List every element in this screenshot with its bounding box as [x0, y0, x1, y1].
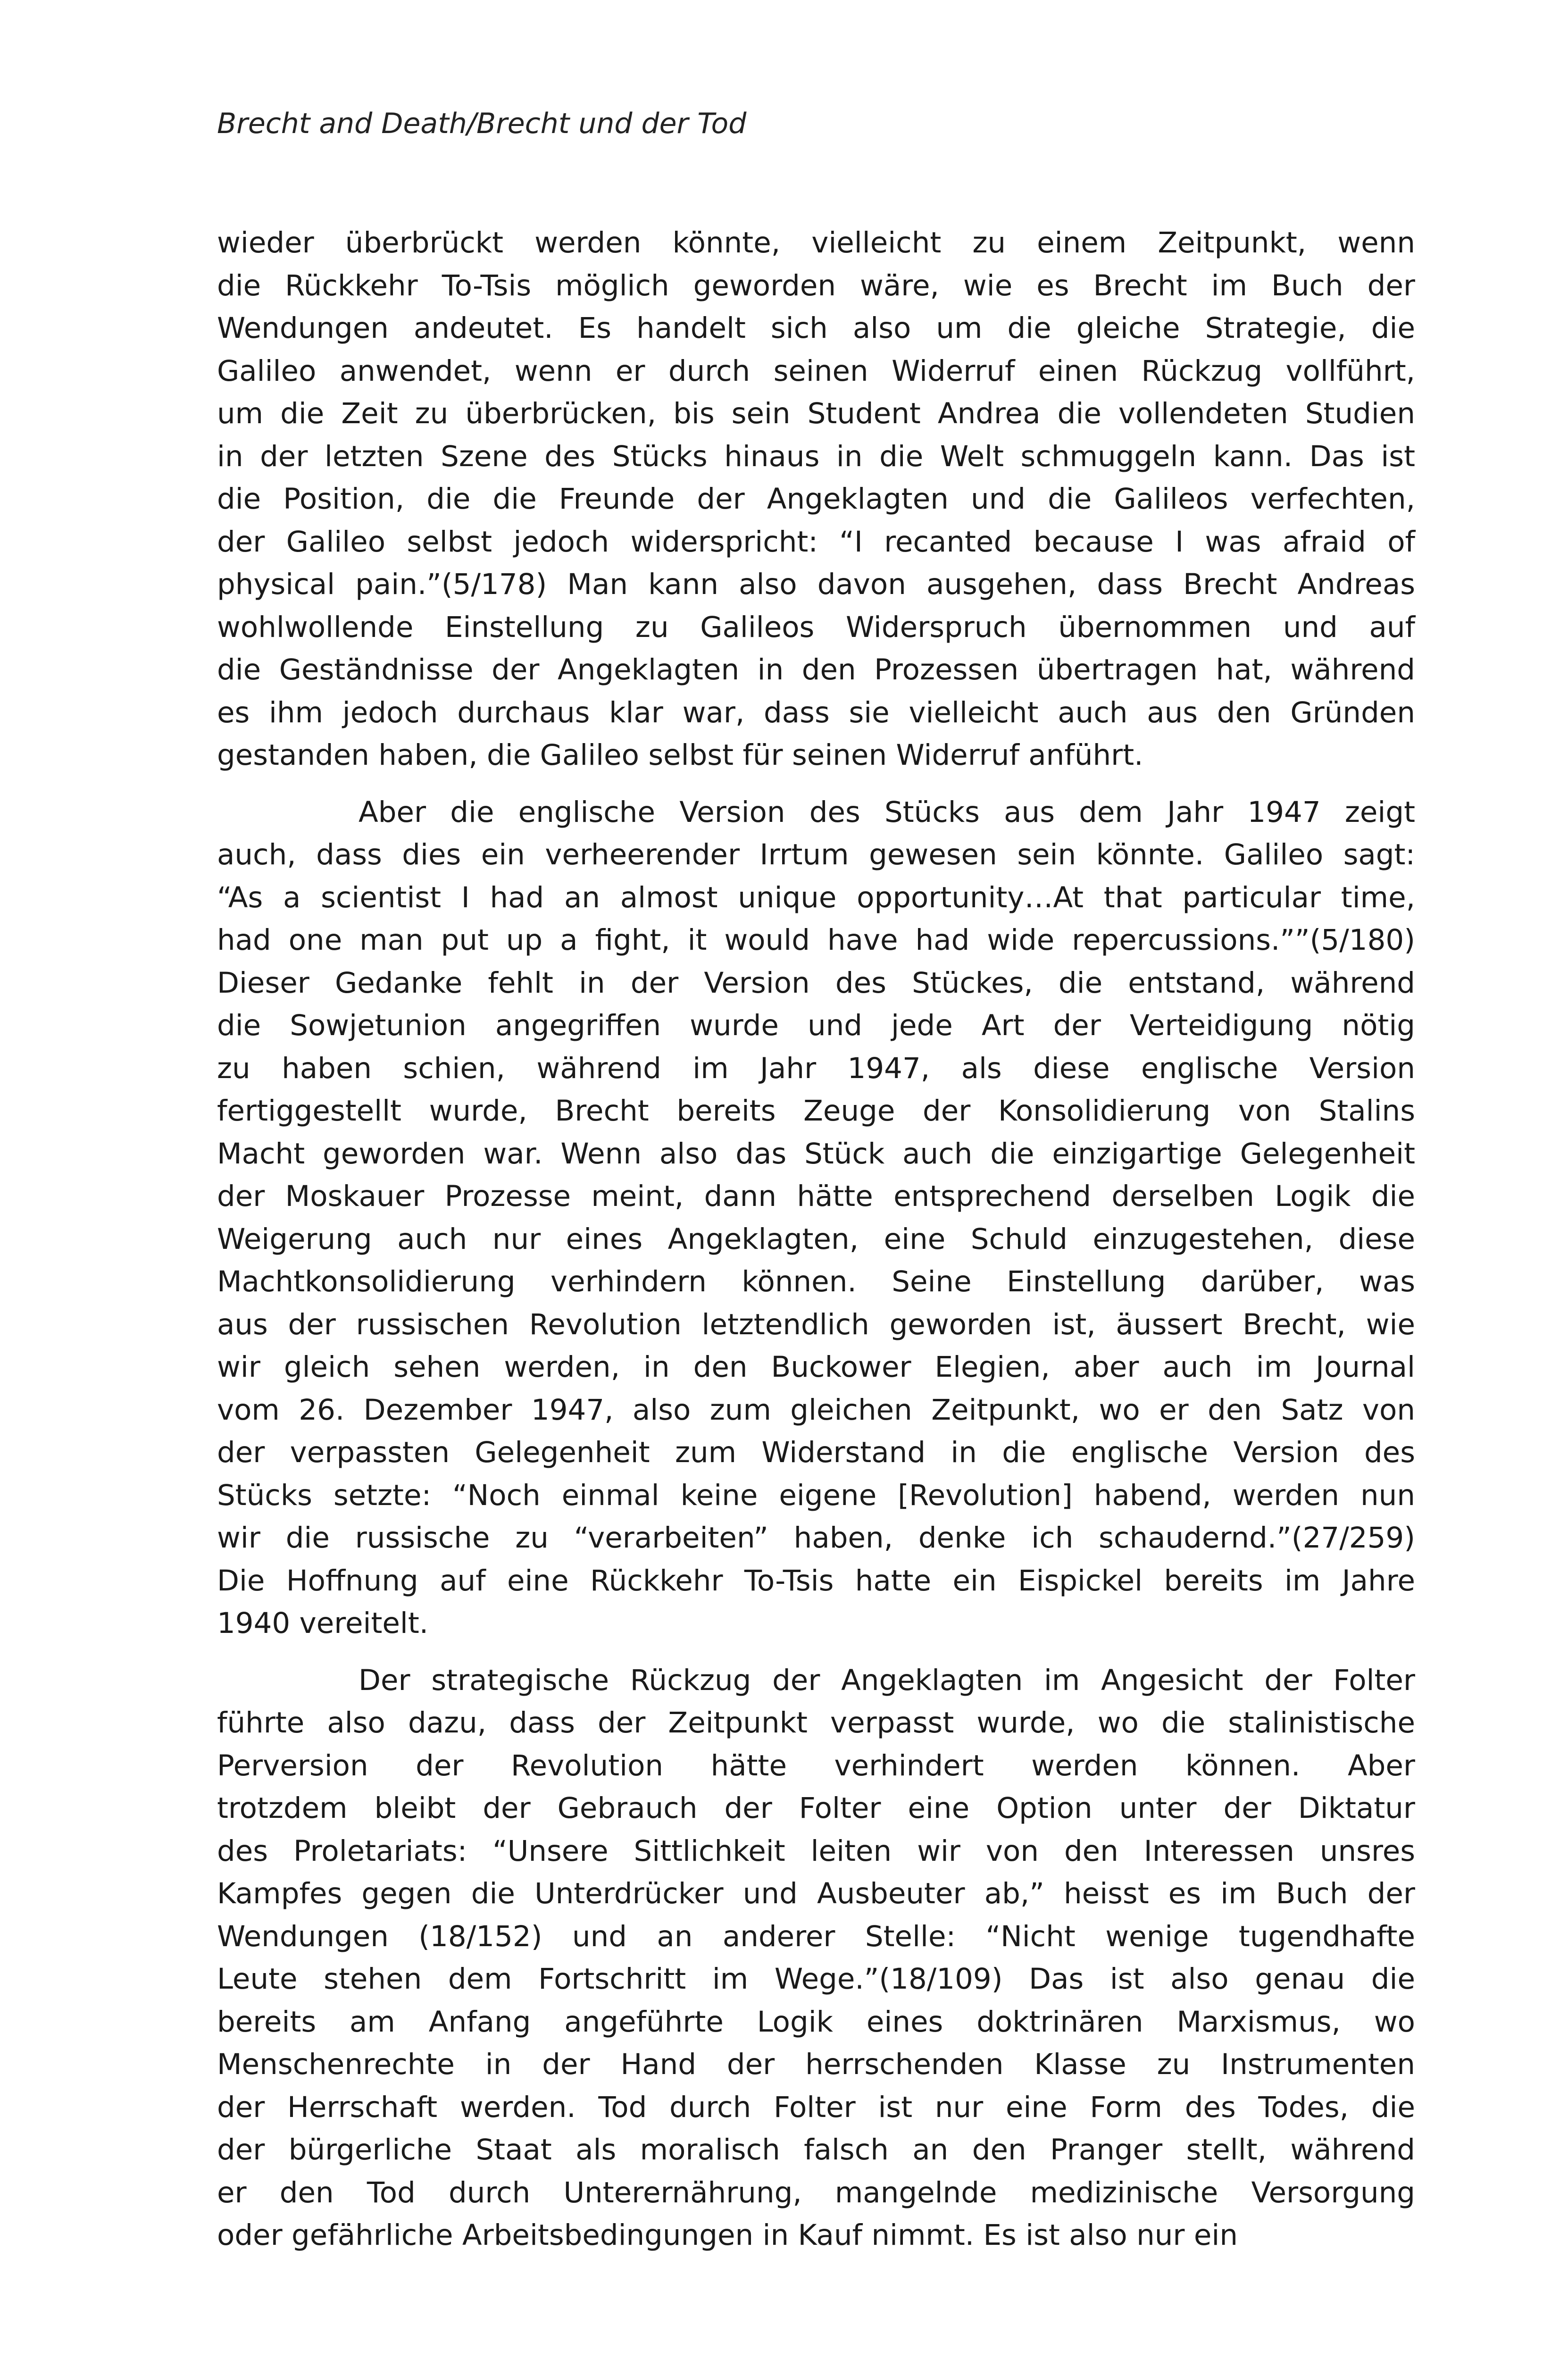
text-line: fertiggestellt wurde, Brecht bereits Zeuge der Konsolidierung von Stalins [217, 1094, 1415, 1128]
paragraph-2 [217, 791, 1415, 1645]
text-line: Machtkonsolidierung verhindern können. Seine Einstellung darüber, was [217, 1265, 1415, 1298]
text-line: der bürgerliche Staat als moralisch falsch an den Pranger stellt, während [217, 2133, 1415, 2167]
text-line: vom 26. Dezember 1947, also zum gleichen Zeitpunkt, wo er den Satz von [217, 1393, 1415, 1427]
text-line: bereits am Anfang angeführte Logik eines doktrinären Marxismus, wo [217, 2005, 1415, 2039]
text-line: Dieser Gedanke fehlt in der Version des Stückes, die entstand, während [217, 966, 1415, 1000]
text-line: der Herrschaft werden. Tod durch Folter ist nur eine Form des Todes, die [217, 2090, 1415, 2124]
text-line: wir die russische zu “verarbeiten” haben, denke ich schaudernd.”(27/259) [217, 1521, 1415, 1555]
text-line: wir gleich sehen werden, in den Buckower Elegien, aber auch im Journal [217, 1350, 1415, 1384]
text-line: 1940 vereitelt. [217, 1606, 429, 1640]
text-line: Weigerung auch nur eines Angeklagten, eine Schuld einzugestehen, diese [217, 1222, 1415, 1256]
text-line: Perversion der Revolution hätte verhindert werden können. Aber [217, 1748, 1415, 1782]
text-line: trotzdem bleibt der Gebrauch der Folter eine Option unter der Diktatur [217, 1791, 1415, 1825]
paragraph-1 [217, 222, 1415, 777]
text-line: wieder überbrückt werden könnte, vielleicht zu einem Zeitpunkt, wenn [217, 226, 1415, 259]
text-line: Kampfes gegen die Unterdrücker und Ausbeuter ab,” heisst es im Buch der [217, 1877, 1415, 1910]
text-line: die Position, die die Freunde der Angeklagten und die Galileos verfechten, [217, 482, 1415, 516]
text-line: um die Zeit zu überbrücken, bis sein Student Andrea die vollendeten Studien [217, 397, 1415, 430]
text-line: Leute stehen dem Fortschritt im Wege.”(18/109) Das ist also genau die [217, 1962, 1415, 1996]
text-line: der Galileo selbst jedoch widerspricht: “I recanted because I was afraid of [217, 525, 1415, 559]
text-line: Der strategische Rückzug der Angeklagten im Angesicht der Folter [359, 1663, 1415, 1697]
text-line: oder gefährliche Arbeitsbedingungen in Kauf nimmt. Es ist also nur ein [217, 2218, 1238, 2252]
text-line: Aber die englische Version des Stücks aus dem Jahr 1947 zeigt [359, 795, 1415, 829]
text-line: die Sowjetunion angegriffen wurde und jede Art der Verteidigung nötig [217, 1009, 1415, 1042]
text-line: “As a scientist I had an almost unique opportunity…At that particular time, [217, 880, 1415, 914]
text-line: wohlwollende Einstellung zu Galileos Widerspruch übernommen und auf [217, 610, 1415, 644]
running-head: Brecht and Death/Brecht und der Tod [217, 107, 747, 140]
body-text [217, 222, 1415, 2257]
text-line: Wendungen andeutet. Es handelt sich also um die gleiche Strategie, die [217, 311, 1415, 345]
text-line: die Rückkehr To-Tsis möglich geworden wäre, wie es Brecht im Buch der [217, 268, 1415, 302]
text-line: in der letzten Szene des Stücks hinaus in die Welt schmuggeln kann. Das ist [217, 439, 1415, 473]
text-line: Wendungen (18/152) und an anderer Stelle: “Nicht wenige tugendhafte [217, 1919, 1415, 1953]
text-line: die Geständnisse der Angeklagten in den Prozessen übertragen hat, während [217, 653, 1415, 686]
text-line: physical pain.”(5/178) Man kann also davon ausgehen, dass Brecht Andreas [217, 568, 1415, 601]
text-line: der Moskauer Prozesse meint, dann hätte entsprechend derselben Logik die [217, 1180, 1415, 1213]
text-line: des Proletariats: “Unsere Sittlichkeit leiten wir von den Interessen unsres [217, 1834, 1415, 1868]
text-line: aus der russischen Revolution letztendlich geworden ist, äussert Brecht, wie [217, 1307, 1415, 1341]
text-line: auch, dass dies ein verheerender Irrtum gewesen sein könnte. Galileo sagt: [217, 838, 1415, 871]
text-line: had one man put up a fight, it would have had wide repercussions.””(5/180) [217, 923, 1415, 957]
text-line: es ihm jedoch durchaus klar war, dass sie vielleicht auch aus den Gründen [217, 695, 1415, 729]
text-line: Stücks setzte: “Noch einmal keine eigene [Revolution] habend, werden nun [217, 1478, 1415, 1512]
text-line: Galileo anwendet, wenn er durch seinen Widerruf einen Rückzug vollführt, [217, 354, 1415, 388]
text-line: der verpassten Gelegenheit zum Widerstand in die englische Version des [217, 1436, 1415, 1469]
text-line: führte also dazu, dass der Zeitpunkt verpasst wurde, wo die stalinistische [217, 1706, 1415, 1740]
text-line: Macht geworden war. Wenn also das Stück auch die einzigartige Gelegenheit [217, 1137, 1415, 1171]
text-line: zu haben schien, während im Jahr 1947, als diese englische Version [217, 1051, 1415, 1085]
text-line: Menschenrechte in der Hand der herrschenden Klasse zu Instrumenten [217, 2048, 1415, 2081]
text-line: gestanden haben, die Galileo selbst für seinen Widerruf anführt. [217, 738, 1143, 772]
text-line: Die Hoffnung auf eine Rückkehr To-Tsis hatte ein Eispickel bereits im Jahre [217, 1564, 1415, 1598]
paragraph-3 [217, 1659, 1415, 2257]
text-line: er den Tod durch Unterernährung, mangelnde medizinische Versorgung [217, 2175, 1415, 2209]
